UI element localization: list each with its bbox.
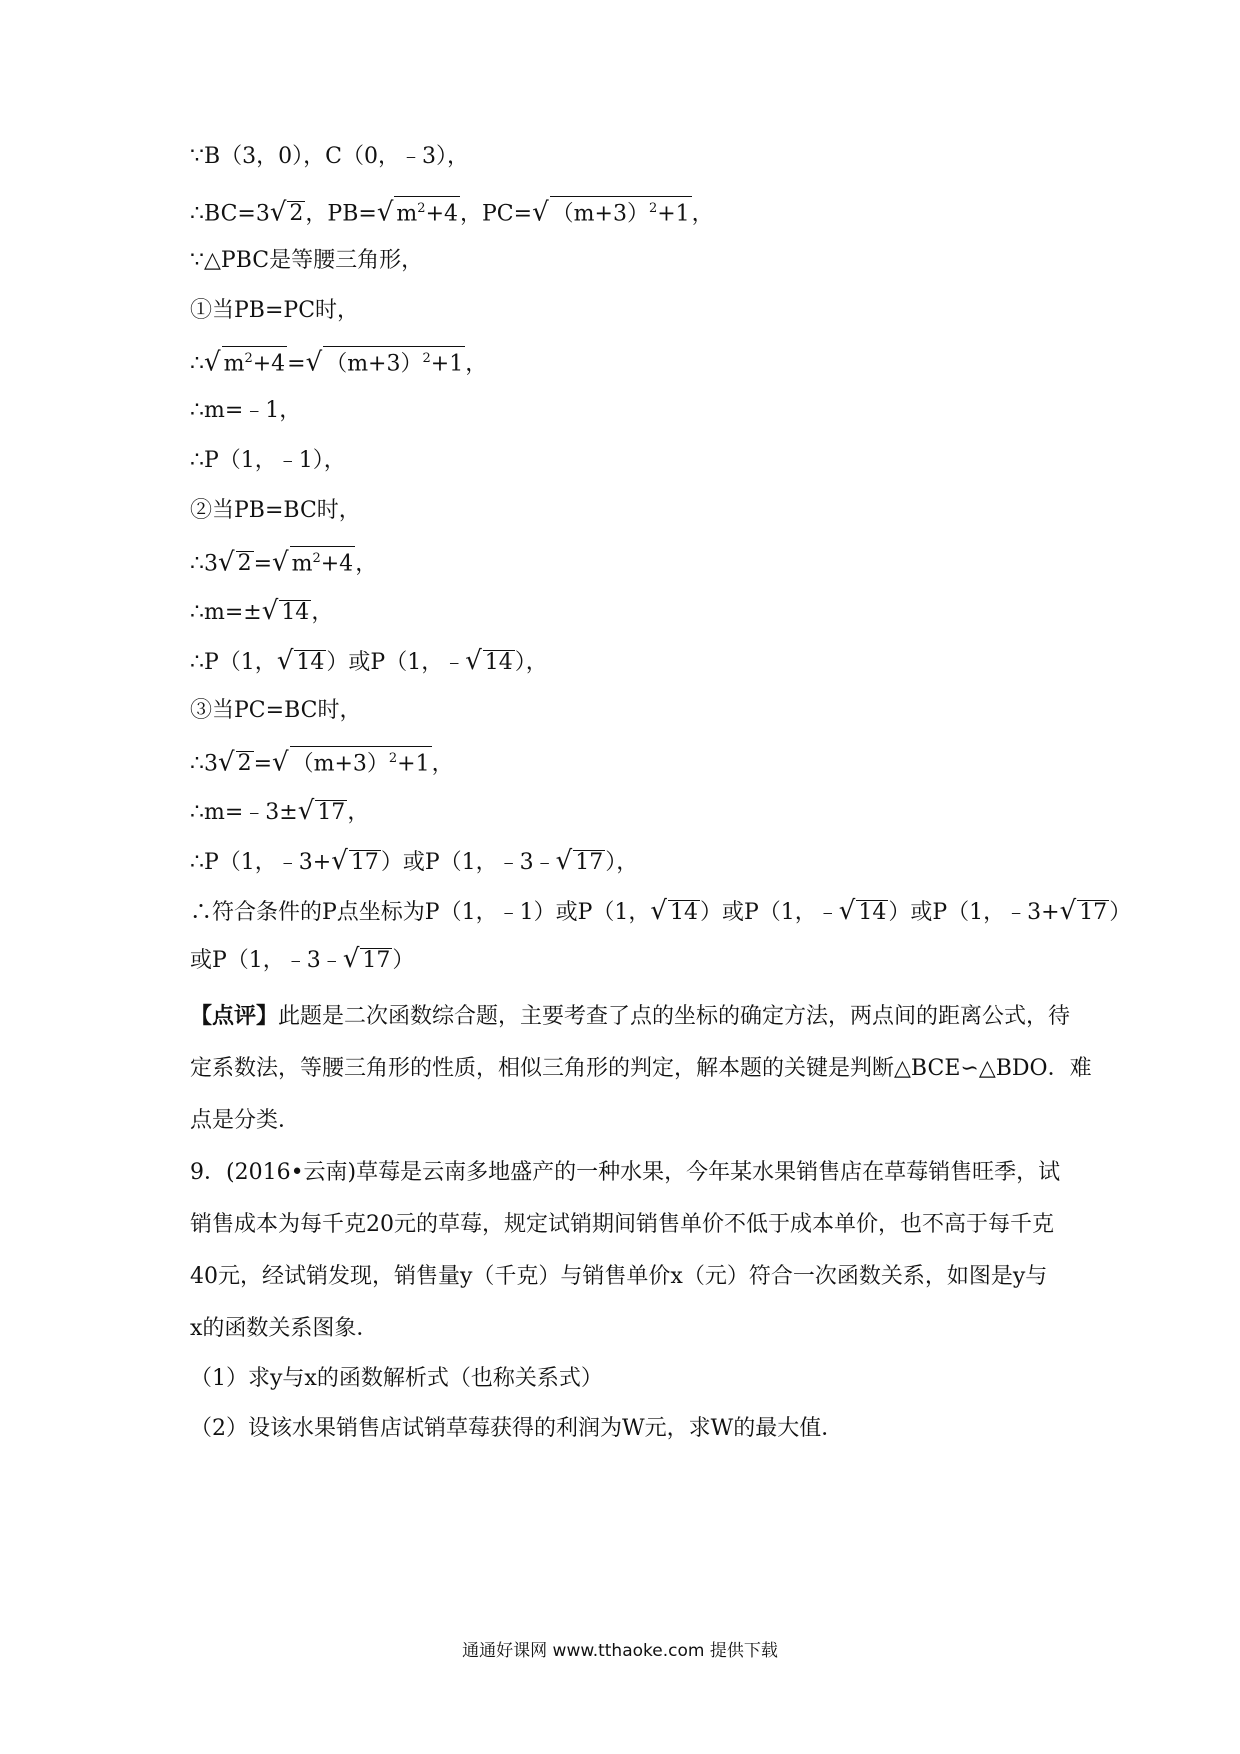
page-footer: 通通好课网 www.tthaoke.com 提供下载 [462, 1641, 778, 1661]
text: ∴符合条件的P点坐标为P（1，﹣1）或P（1， [190, 900, 651, 925]
text: ，PB= [305, 201, 377, 227]
radical-icon: √ [272, 547, 289, 578]
radicand: 14 [858, 900, 887, 925]
text: ∵B（3，0），C（0，﹣3）， [190, 144, 469, 169]
radicand [290, 546, 356, 576]
question-9-line-2 [190, 1210, 1054, 1240]
text: ∴3 [190, 751, 218, 777]
question-9-line-1 [190, 1158, 1060, 1188]
text: 定系数法，等腰三角形的性质，相似三角形的判定，解本题的关键是判断△BCE∽△BDO．难 [190, 1056, 1092, 1081]
line-case-1 [190, 296, 359, 326]
radicand: 17 [1079, 900, 1108, 925]
text: ）或P（1，﹣3﹣ [380, 850, 556, 875]
radical-icon: √ [269, 197, 287, 228]
line-m-value-1 [190, 396, 301, 426]
text: ∴3 [190, 551, 218, 577]
text: （m+3） [551, 201, 649, 227]
radicand: 14 [296, 650, 325, 675]
text: ∵△PBC是等腰三角形， [190, 248, 424, 273]
review-line-1 [190, 1002, 1070, 1032]
text: ， [311, 600, 334, 625]
text: ∴m=﹣1， [190, 398, 302, 423]
text: +4 [252, 351, 286, 377]
text: ①当PB=PC时， [190, 298, 360, 323]
text: ）， [605, 850, 639, 875]
exponent: 2 [388, 751, 398, 766]
radical-icon: √ [376, 197, 394, 228]
text: ） [1109, 900, 1132, 925]
radical-icon: √ [650, 896, 667, 926]
line-case-2 [190, 496, 361, 526]
radical-icon: √ [1059, 896, 1077, 926]
text: = [287, 351, 306, 377]
line-p-value-1 [190, 446, 346, 476]
text: = [253, 751, 273, 777]
review-line-3 [190, 1106, 300, 1136]
text: 40元，经试销发现，销售量y（千克）与销售单价x（元）符合一次函数关系，如图是y与 [190, 1264, 1048, 1289]
exponent: 2 [648, 201, 658, 216]
radicand: 2 [237, 551, 252, 577]
text: m [223, 351, 245, 377]
text: ，PC= [460, 201, 533, 227]
radicand: 17 [350, 850, 379, 875]
text: m [396, 201, 418, 227]
text: （2）设该水果销售店试销草莓获得的利润为W元，求W的最大值． [190, 1416, 844, 1441]
text: ②当PB=BC时， [190, 498, 361, 523]
text: 点是分类． [190, 1108, 301, 1133]
text: ∴ [190, 351, 204, 377]
text: ∴BC=3 [190, 201, 270, 227]
text: 或P（1，﹣3﹣ [190, 948, 343, 973]
radical-icon: √ [532, 197, 549, 228]
line-p-value-2 [190, 646, 548, 678]
radicand: 2 [289, 201, 304, 227]
line-p-value-3 [190, 846, 638, 878]
text: m [291, 551, 313, 577]
radicand [550, 196, 692, 226]
radical-icon: √ [555, 846, 573, 876]
text: x的函数关系图象． [190, 1316, 379, 1341]
text: ）或P（1，﹣3+ [888, 900, 1060, 925]
radical-icon: √ [297, 796, 315, 826]
radicand: 14 [669, 900, 698, 925]
radicand [323, 346, 465, 376]
exponent: 2 [312, 551, 321, 566]
text: +1 [657, 201, 690, 227]
text: +1 [430, 351, 464, 377]
radicand: 17 [362, 948, 391, 973]
radicand: 17 [317, 800, 346, 825]
radicand [222, 346, 288, 376]
text: ）， [514, 650, 548, 675]
exponent: 2 [422, 351, 431, 366]
text: ， [691, 201, 714, 227]
line-conclusion-cont [190, 944, 414, 976]
text: +4 [425, 201, 458, 227]
radicand: 17 [575, 850, 604, 875]
text: ） [392, 948, 415, 973]
radical-icon: √ [276, 646, 294, 676]
text: ， [355, 551, 378, 577]
text: ③当PC=BC时， [190, 698, 362, 723]
line-distances [190, 196, 714, 229]
text: （1）求y与x的函数解析式（也称关系式） [190, 1366, 603, 1391]
radical-icon: √ [305, 347, 323, 378]
text: +4 [320, 551, 354, 577]
question-9-part-1 [190, 1364, 603, 1394]
question-9-line-4 [190, 1314, 378, 1344]
radical-icon: √ [272, 747, 289, 778]
line-conclusion [190, 896, 1131, 928]
radical-icon: √ [331, 846, 348, 876]
text: ∴P（1，﹣3+ [190, 850, 332, 875]
radicand: 14 [484, 650, 513, 675]
text: 销售成本为每千克20元的草莓，规定试销期间销售单价不低于成本单价，也不高于每千克 [190, 1212, 1054, 1237]
text: ， [347, 800, 370, 825]
review-label: 【点评】 [190, 1004, 279, 1029]
question-9-line-3 [190, 1262, 1047, 1292]
radical-icon: √ [838, 896, 856, 926]
text: （m+3） [325, 351, 423, 377]
radical-icon: √ [465, 646, 482, 676]
radicand [290, 746, 432, 776]
text: ∴P（1，﹣1）， [190, 448, 346, 473]
radicand: 2 [237, 751, 252, 777]
text: ， [431, 751, 454, 777]
radicand [394, 196, 460, 226]
line-case-2-eq [190, 546, 377, 579]
line-m-value-2 [190, 596, 333, 628]
text: ∴m=± [190, 600, 262, 625]
line-case-3-eq [190, 746, 454, 779]
line-case-3 [190, 696, 361, 726]
review-line-2 [190, 1054, 1092, 1084]
line-isosceles [190, 246, 423, 276]
text: +1 [397, 751, 430, 777]
line-case-1-eq [190, 346, 487, 379]
text: = [253, 551, 273, 577]
text: 此题是二次函数综合题，主要考查了点的坐标的确定方法，两点间的距离公式，待 [278, 1004, 1071, 1029]
text: ）或P（1，﹣ [699, 900, 839, 925]
radical-icon: √ [261, 596, 279, 626]
radical-icon: √ [218, 747, 235, 778]
exponent: 2 [417, 201, 426, 216]
text: （m+3） [291, 751, 389, 777]
line-given-points [190, 142, 469, 172]
radical-icon: √ [342, 944, 360, 974]
question-9-part-2 [190, 1414, 843, 1444]
exponent: 2 [244, 351, 253, 366]
text: ， [465, 351, 488, 377]
line-m-value-3 [190, 796, 369, 828]
text: 9．(2016•云南)草莓是云南多地盛产的一种水果，今年某水果销售店在草莓销售旺季，试 [190, 1160, 1061, 1185]
radical-icon: √ [204, 347, 221, 378]
radical-icon: √ [218, 547, 235, 578]
text: ∴m=﹣3± [190, 800, 298, 825]
text: ）或P（1，﹣ [326, 650, 466, 675]
radicand: 14 [281, 600, 310, 625]
text: ∴P（1， [190, 650, 277, 675]
